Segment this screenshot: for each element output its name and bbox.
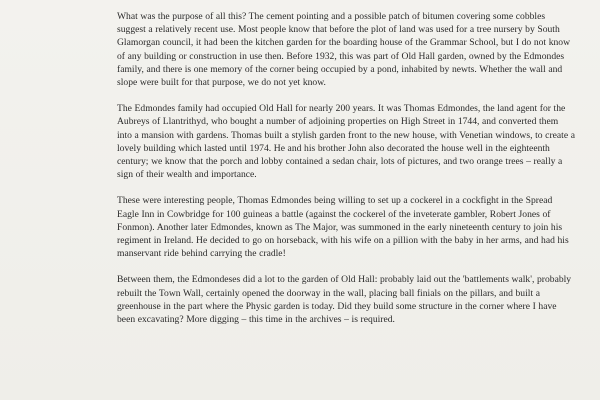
paragraph-garden-works: Between them, the Edmondeses did a lot to the garden of Old Hall: probably laid out the 'battlements walk', probably rebuilt the Town Wall, certainly opened the doorway in the wall, placing ball finials on the pillars, and built a greenhouse in the part where the Physic garden is today. Did they build some structure in the corner where I have been excavating? More digging – this time in the archives – is required. — [117, 274, 572, 326]
paragraph-interesting-people: These were interesting people, Thomas Edmondes being willing to set up a cockerel in a cockfight in the Spread Eagle Inn in Cowbridge for 100 guineas a battle (against the cockerel of the inveterate gambler, Robert Jones of Fonmon). Another later Edmondes, known as The Major, was summoned in the early nineteenth century to join his regiment in Ireland. He decided to go on horseback, with his wife on a pillion with the baby in her arms, and had his manservant ride behind carrying the cradle! — [117, 195, 569, 260]
paragraph-purpose: What was the purpose of all this? The cement pointing and a possible patch of bitumen covering some cobbles suggest a relatively recent use. Most people know that before the plot of land was used for a tree nursery by South Glamorgan council, it had been the kitchen garden for the boarding house of the Grammar School, but I do not know of any building or construction in use then. Before 1932, this was part of Old Hall garden, owned by the Edmondes family, and there is one memory of the corner being occupied by a pond, inhabited by newts. Whether the wall and slope were built for that purpose, we do not yet know. — [117, 11, 571, 89]
paragraph-edmondes-family: The Edmondes family had occupied Old Hall for nearly 200 years. It was Thomas Edmondes, the land agent for the Aubreys of Llantrithyd, who bought a number of adjoining properties on High Street in 1744, and converted them into a mansion with gardens. Thomas built a stylish garden front to the new house, with Venetian windows, to create a lovely building which lasted until 1974. He and his brother John also decorated the house well in the eighteenth century; we know that the porch and lobby contained a sedan chair, lots of pictures, and two orange trees – really a sign of their wealth and importance. — [117, 103, 575, 181]
document-body — [117, 10, 575, 339]
